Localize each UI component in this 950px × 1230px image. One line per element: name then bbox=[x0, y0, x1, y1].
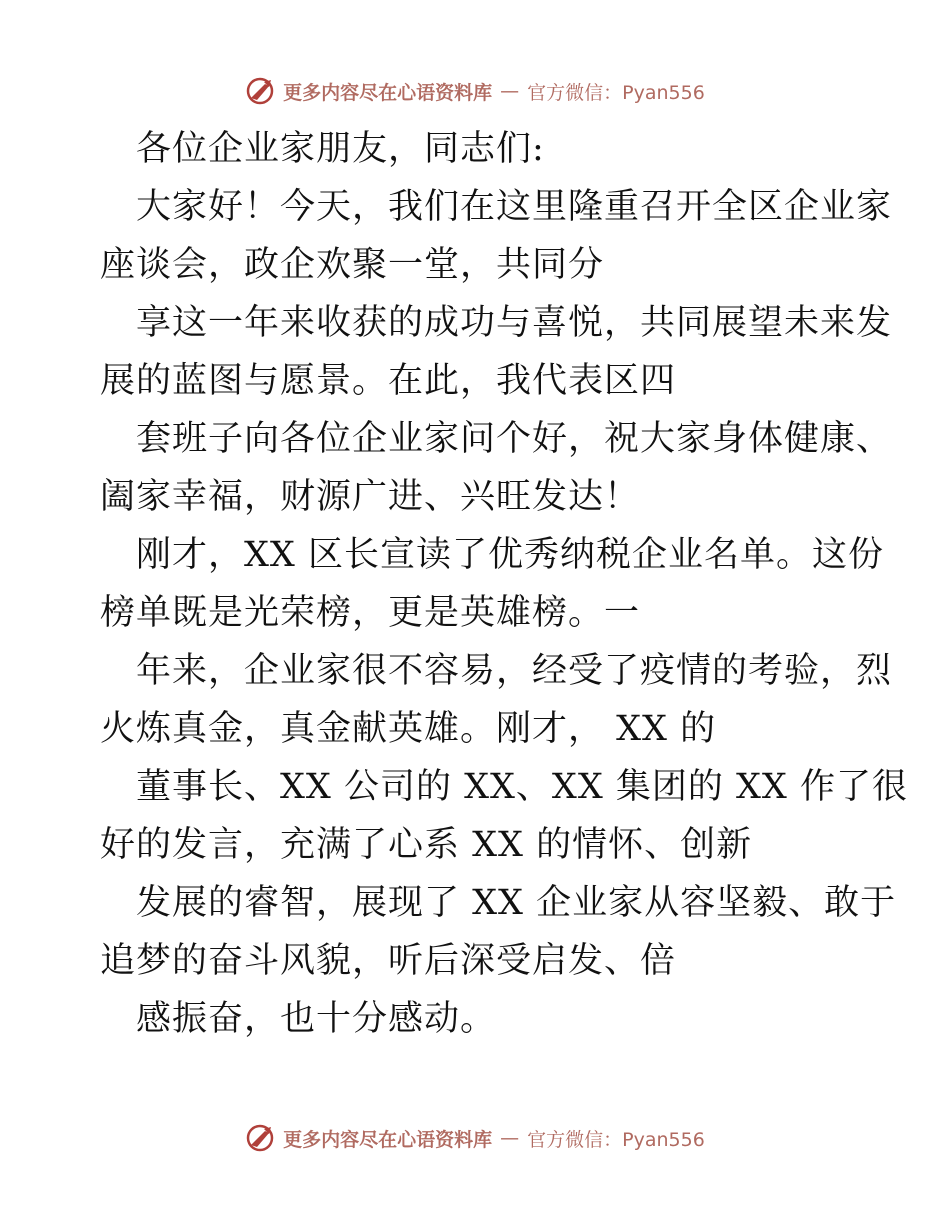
header-watermark bbox=[0, 71, 950, 111]
text-line: 座谈会，政企欢聚一堂，共同分 bbox=[100, 245, 605, 285]
watermark-text: 更多内容尽在心语资料库 bbox=[283, 1128, 493, 1151]
logo-icon bbox=[245, 76, 275, 106]
text-line: 阖家幸福，财源广进、兴旺发达！ bbox=[100, 477, 641, 517]
document-body bbox=[100, 120, 908, 1048]
text-line: 年来，企业家很不容易，经受了疫情的考验，烈 bbox=[136, 651, 893, 691]
text-line: 追梦的奋斗风貌，听后深受启发、倍 bbox=[100, 941, 677, 981]
watermark-wechat: 官方微信：Pyan556 bbox=[527, 81, 705, 104]
watermark-dash: — bbox=[500, 1127, 520, 1149]
text-line: 展的蓝图与愿景。在此，我代表区四 bbox=[100, 361, 677, 401]
footer-watermark bbox=[0, 1118, 950, 1158]
text-line: 董事长、XX 公司的 XX、XX 集团的 XX 作了很 bbox=[136, 767, 908, 807]
text-line: 榜单既是光荣榜，更是英雄榜。一 bbox=[100, 593, 641, 633]
text-line: 感振奋，也十分感动。 bbox=[136, 999, 497, 1039]
text-line: 刚才，XX 区长宣读了优秀纳税企业名单。这份 bbox=[136, 535, 884, 575]
text-line: 各位企业家朋友，同志们: bbox=[136, 129, 545, 169]
logo-icon bbox=[245, 1123, 275, 1153]
text-line: 发展的睿智，展现了 XX 企业家从容坚毅、敢于 bbox=[136, 883, 897, 923]
text-line: 好的发言，充满了心系 XX 的情怀、创新 bbox=[100, 825, 753, 865]
text-line: 享这一年来收获的成功与喜悦，共同展望未来发 bbox=[136, 303, 893, 343]
watermark-dash: — bbox=[500, 80, 520, 102]
text-line: 套班子向各位企业家问个好，祝大家身体健康、 bbox=[136, 419, 893, 459]
text-line: 大家好！今天，我们在这里隆重召开全区企业家 bbox=[136, 187, 893, 227]
watermark-wechat: 官方微信：Pyan556 bbox=[527, 1128, 705, 1151]
watermark-text: 更多内容尽在心语资料库 bbox=[283, 81, 493, 104]
text-line: 火炼真金，真金献英雄。刚才， XX 的 bbox=[100, 709, 717, 749]
